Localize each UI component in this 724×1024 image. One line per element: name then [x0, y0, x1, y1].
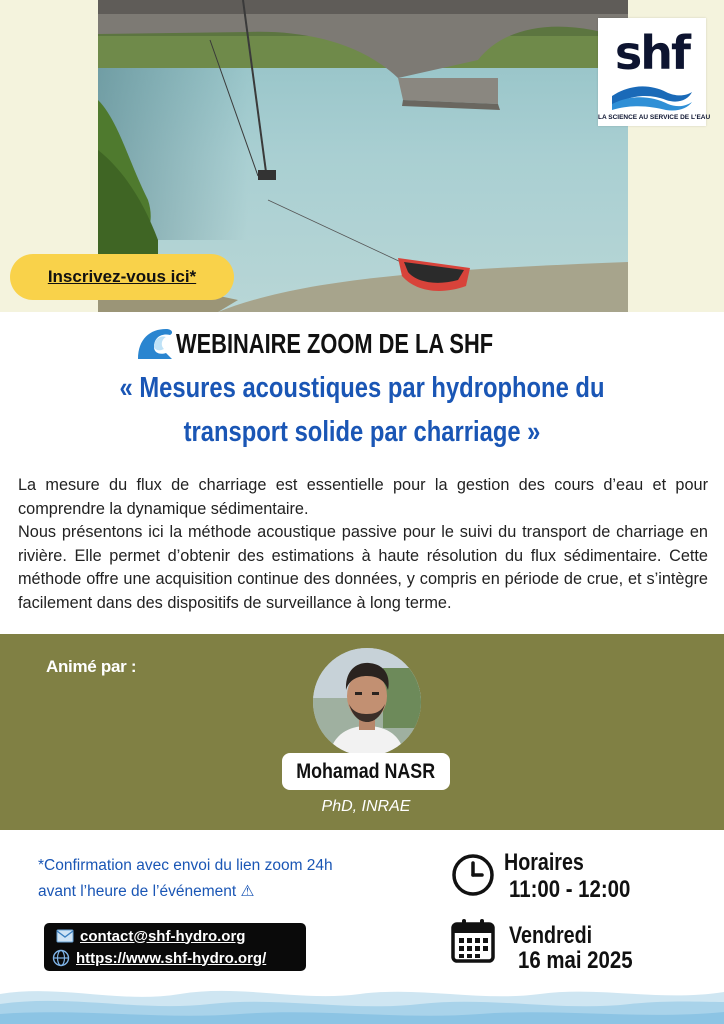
- calendar-icon: [449, 917, 497, 965]
- description-paragraph-1: La mesure du flux de charriage est essentielle pour la gestion des cours d’eau et pour comprendre la dynamique sédimentaire.: [18, 476, 708, 518]
- subtitle-line-1: « Mesures acoustiques par hydrophone du: [119, 372, 605, 404]
- register-button-label: Inscrivez-vous ici*: [47, 267, 197, 286]
- register-button[interactable]: [10, 254, 234, 300]
- host-name: Mohamad NASR: [296, 759, 436, 783]
- note-line-2: avant l’heure de l’événement ⚠: [38, 883, 255, 900]
- subtitle-line-2: transport solide par charriage »: [183, 416, 541, 448]
- note-line-1: *Confirmation avec envoi du lien zoom 24h: [38, 857, 333, 874]
- website-text: https://www.shf-hydro.org/: [76, 949, 267, 967]
- shf-logo: [598, 18, 711, 126]
- schedule-label: Horaires: [504, 849, 584, 876]
- date-day: Vendredi: [509, 922, 593, 949]
- clock-icon: [451, 853, 495, 897]
- description-paragraph-2: Nous présentons ici la méthode acoustique passive pour le suivi du transport de charriage en rivière. Elle permet d’obtenir des estimations à haute résolution du flux sédimentaire. Cette méthode offre une acquisition continue des données, y compris en période de crue, et s’intègre facilement dans des dispositifs de surveillance à long terme.: [18, 523, 708, 612]
- logo-waves-icon: [610, 82, 694, 112]
- webinar-title: [136, 325, 583, 363]
- bottom-waves-decoration: [0, 980, 724, 1024]
- schedule-time: 11:00 - 12:00: [509, 876, 631, 903]
- globe-icon: [52, 949, 70, 967]
- host-label: Animé par :: [46, 657, 137, 676]
- logo-word: shf: [614, 26, 690, 80]
- email-link[interactable]: [56, 925, 245, 947]
- host-role: PhD, INRAE: [321, 798, 411, 815]
- description: [18, 474, 708, 615]
- host-avatar: [313, 648, 421, 756]
- webinar-title-text: WEBINAIRE ZOOM DE LA SHF: [176, 328, 494, 359]
- host-name-box: [282, 753, 450, 790]
- webinar-subtitle: [114, 366, 609, 454]
- contact-box: [44, 923, 306, 971]
- mail-icon: [56, 929, 74, 943]
- confirmation-note: [38, 853, 408, 905]
- email-text: contact@shf-hydro.org: [80, 927, 246, 945]
- date-full: 16 mai 2025: [518, 947, 633, 974]
- logo-tagline: LA SCIENCE AU SERVICE DE L'EAU: [598, 114, 711, 121]
- wave-icon: [136, 325, 174, 363]
- website-link[interactable]: [52, 947, 266, 969]
